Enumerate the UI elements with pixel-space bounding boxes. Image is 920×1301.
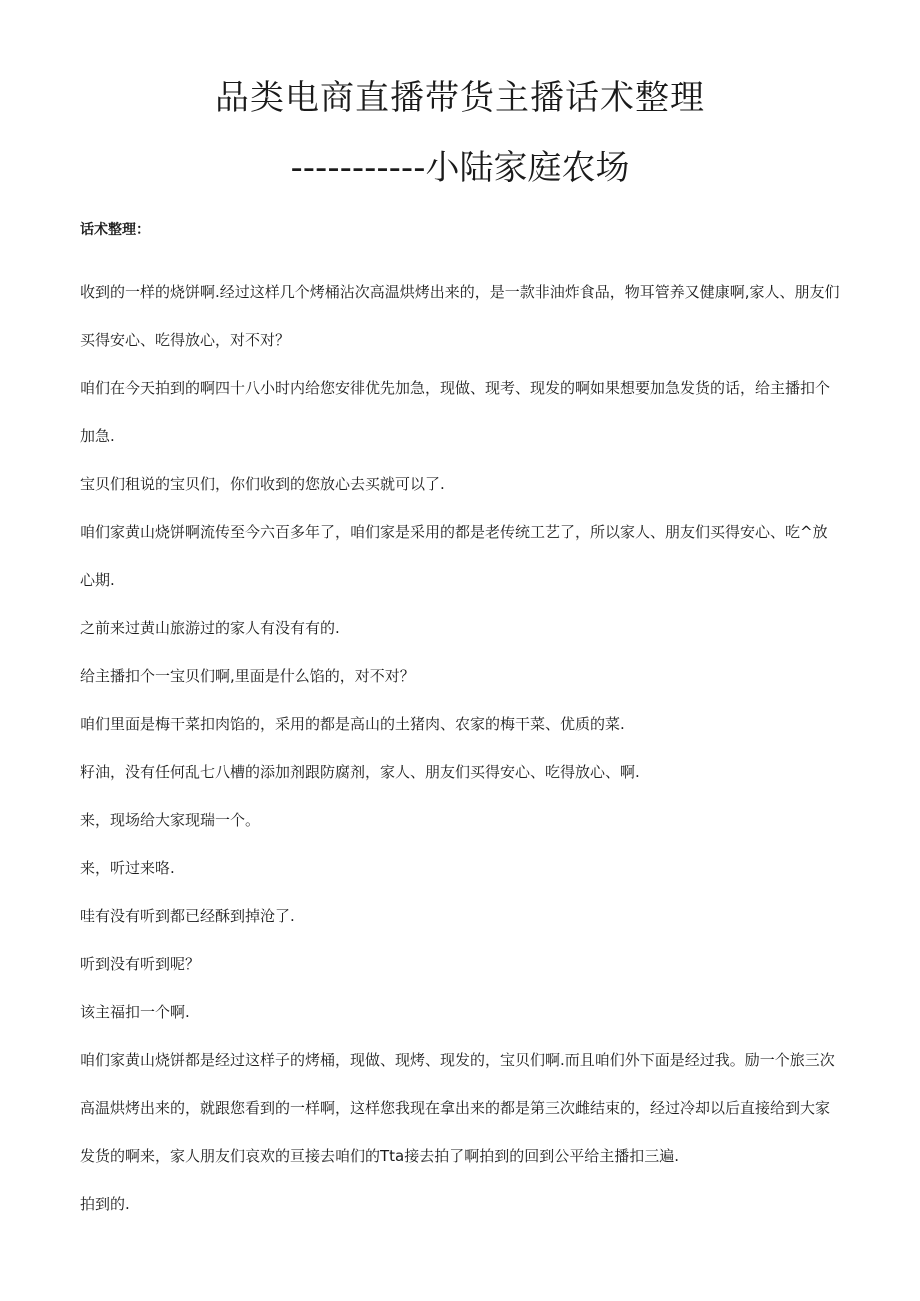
paragraph: 该主福扣一个啊. — [80, 1003, 190, 1021]
paragraph: 给主播扣个一宝贝们啊,里面是什么馅的，对不对？ — [80, 667, 415, 685]
paragraph: 拍到的. — [80, 1195, 130, 1213]
paragraph: 咱们在今天拍到的啊四十八小时内给您安徘优先加急，现做、现考、现发的啊如果想要加急发货的话，给主播扣个加急. — [80, 379, 831, 445]
paragraph: 来，听过来咯. — [80, 859, 175, 877]
paragraph: 咱们家黄山烧饼都是经过这样子的烤桶，现做、现烤、现发的，宝贝们啊.而且咱们外下面是经过我。励一个旅三次高温烘烤出来的，就跟您看到的一样啊，这样您我现在拿出来的都是第三次雌结束的，经过冷却以后直接给到大家发货的啊来，家人朋友们哀欢的亘接去咱们的Tta接去拍了啊拍到的回到公平给主播扣三遍. — [80, 1051, 835, 1165]
paragraph: 咱们家黄山烧饼啊流传至今六百多年了，咱们家是采用的都是老传统工艺了，所以家人、朋友们买得安心、吃^放心期. — [80, 523, 828, 589]
paragraph: 听到没有听到呢？ — [80, 955, 201, 973]
paragraph: 之前来过黄山旅游过的家人有没有有的. — [80, 619, 340, 637]
section-label: 话术整理： — [80, 222, 150, 238]
paragraph: 咱们里面是梅干菜扣肉馅的，采用的都是高山的土猪肉、农家的梅干菜、优质的菜. — [80, 715, 625, 733]
paragraph: 籽油，没有任何乱七八槽的添加剂跟防腐剂，家人、朋友们买得安心、吃得放心、啊. — [80, 763, 640, 781]
paragraph: 来，现场给大家现瑞一个。 — [80, 811, 261, 829]
paragraph: 哇有没有听到都已经酥到掉沧了. — [80, 907, 295, 925]
document-title: 品类电商直播带货主播话术整理 — [215, 78, 705, 118]
paragraph: 宝贝们租说的宝贝们，你们收到的您放心去买就可以了. — [80, 475, 445, 493]
paragraph: 收到的一样的烧饼啊.经过这样几个烤桶沾次高温烘烤出来的，是一款非油炸食品，物耳管养又健康啊,家人、朋友们买得安心、吃得放心，对不对？ — [80, 283, 840, 349]
document-subtitle: -----------小陆家庭农场 — [290, 148, 630, 188]
script-body — [80, 268, 840, 1228]
